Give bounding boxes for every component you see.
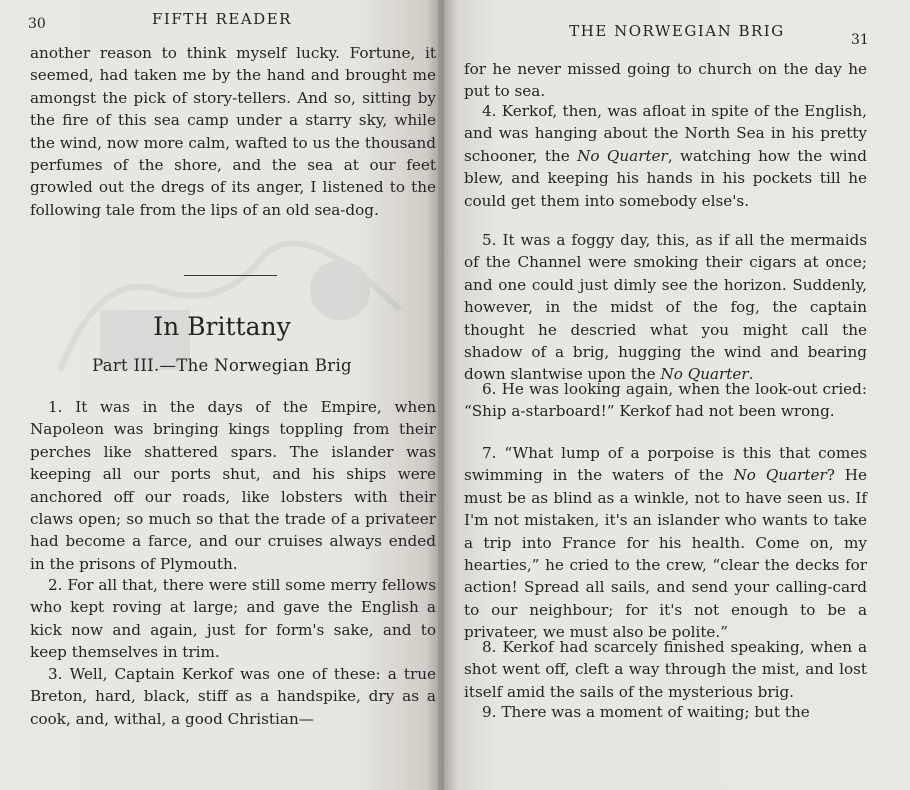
ship-name: No Quarter bbox=[577, 146, 668, 165]
paragraph-4-text-a: 4. Kerkof, then, was afloat in spite of the English, and was hanging about the North Sea in his pretty schooner, the bbox=[464, 102, 867, 165]
chapter-title: In Brittany bbox=[153, 312, 291, 341]
paragraph-7-text-b: ? He must be as blind as a winkle, not to have seen us. If I'm not mistaken, it's an islander who wants to take a trip into France for his health. Come on, my hearties,” he cried to the crew, “clear the decks for action! Spread all sails, and send your calling-card to our neighbour; for it's not enough to be a privateer, we must also be polite.” bbox=[464, 466, 867, 642]
ship-name: No Quarter bbox=[660, 365, 749, 384]
paragraph-1: 1. It was in the days of the Empire, when Napoleon was bringing kings toppling from their perches like shattered spars. The islander was keeping all our ports shut, and his ships were anchored off our roads, like lobsters with their claws open; so much so that the trade of a privateer had become a farce, and our cruises always ended in the prisons of Plymouth. bbox=[30, 398, 436, 573]
running-head: THE NORWEGIAN BRIG bbox=[569, 22, 785, 40]
page-number: 31 bbox=[851, 32, 869, 48]
running-head: FIFTH READER bbox=[152, 10, 292, 28]
paragraph-7-text-a: 7. “What lump of a porpoise is this that comes swimming in the waters of the bbox=[464, 444, 867, 485]
paragraph-5-text-b: . bbox=[748, 365, 754, 384]
paragraph-7 bbox=[464, 442, 867, 644]
ship-name: No Quarter bbox=[733, 466, 827, 485]
right-page bbox=[444, 0, 910, 790]
paragraph-5-text-a: 5. It was a foggy day, this, as if all the mermaids of the Channel were smoking their cigars at once; and one could just dimly see the horizon. Suddenly, however, in the midst of the fog, the captain thought he descried what you might call the shadow of a brig, hugging the wind and bearing down slantwise upon the bbox=[464, 231, 867, 384]
paragraph-6: 6. He was looking again, when the look-out cried: “Ship a-starboard!” Kerkof had not been wrong. bbox=[464, 380, 867, 421]
paragraph-3-continued: for he never missed going to church on the day he put to sea. bbox=[464, 60, 867, 101]
page-number: 30 bbox=[28, 16, 46, 32]
paragraph-2: 2. For all that, there were still some merry fellows who kept roving at large; and gave the English a kick now and again, just for form's sake, and to keep themselves in trim. bbox=[30, 576, 436, 662]
paragraph-9: 9. There was a moment of waiting; but the bbox=[482, 703, 810, 721]
section-divider bbox=[184, 275, 277, 276]
paragraph-4 bbox=[464, 100, 867, 212]
left-page bbox=[0, 0, 444, 790]
intro-paragraph: another reason to think myself lucky. Fortune, it seemed, had taken me by the hand and brought me amongst the pick of story-tellers. And so, sitting by the fire of this sea camp under a starry sky, while the wind, now more calm, wafted to us the thousand perfumes of the shore, and the sea at our feet growled out the dregs of its anger, I listened to the following tale from the lips of an old sea-dog. bbox=[30, 44, 436, 219]
paragraph-5 bbox=[464, 229, 867, 386]
chapter-subtitle: Part III.—The Norwegian Brig bbox=[92, 356, 352, 375]
paragraph-4-text-b: , watching how the wind blew, and keeping his hands in his pockets till he could get them into somebody else's. bbox=[464, 146, 867, 210]
paragraph-8: 8. Kerkof had scarcely finished speaking, when a shot went off, cleft a way through the mist, and lost itself amid the sails of the mysterious brig. bbox=[464, 638, 867, 701]
paragraph-3: 3. Well, Captain Kerkof was one of these: a true Breton, hard, black, stiff as a handspike, dry as a cook, and, withal, a good Christian— bbox=[30, 665, 436, 728]
